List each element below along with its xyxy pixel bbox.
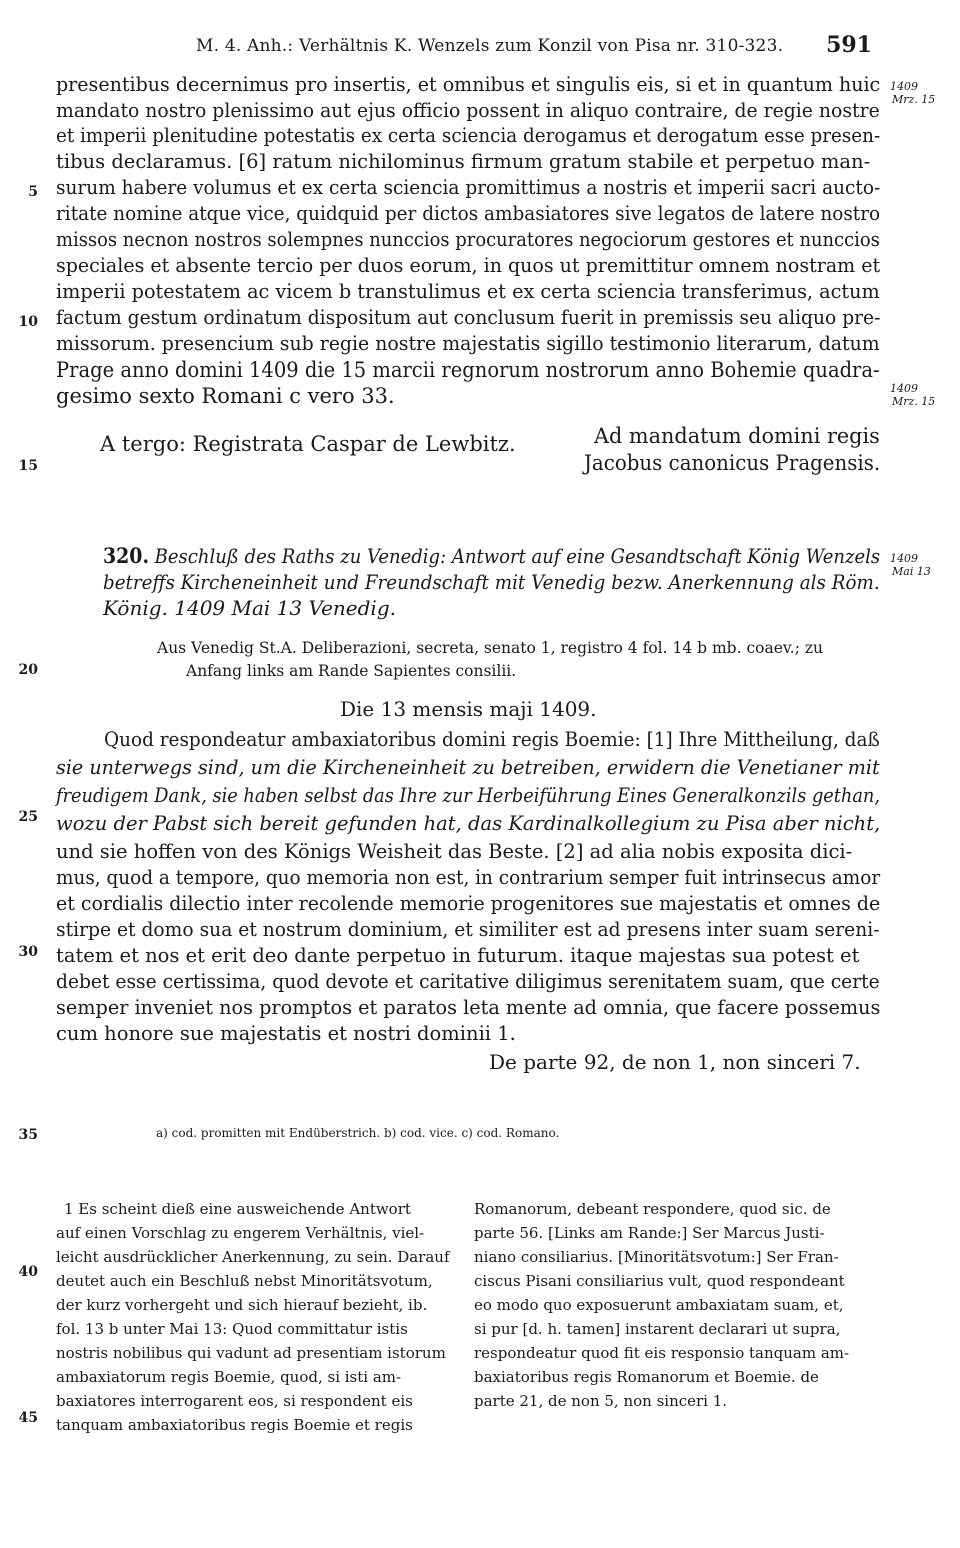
text-line: missorum. presencium sub regie nostre majestatis sigillo testimonio literarum, datum [56, 332, 880, 355]
line-number: 25 [18, 809, 38, 825]
line-number: 15 [18, 458, 38, 474]
footnote-line: parte 56. [Links am Rande:] Ser Marcus Justi- [474, 1224, 825, 1242]
date-line: Die 13 mensis maji 1409. [340, 697, 597, 721]
text-line: und sie hoffen von des Königs Weisheit das Beste. [2] ad alia nobis exposita dici- [56, 840, 853, 863]
margin-date: 1409 Mai 13 [890, 552, 931, 578]
footnote-line: auf einen Vorschlag zu engerem Verhältnis, viel- [56, 1224, 425, 1242]
text-line: ritate nomine atque vice, quidquid per dictos ambasiatores sive legatos de latere nostro [56, 202, 881, 225]
document-title: König. 1409 Mai 13 Venedig. [103, 596, 396, 620]
line-number: 5 [28, 184, 38, 200]
footnote-line: si pur [d. h. tamen] instarent declarari ut supra, [474, 1320, 841, 1338]
vote-result: De parte 92, de non 1, non sinceri 7. [489, 1050, 861, 1074]
text-line: tibus declaramus. [6] ratum nichilominus firmum gratum stabile et perpetuo man- [56, 150, 871, 173]
text-line: Prage anno domini 1409 die 15 marcii regnorum nostrorum anno Bohemie quadra- [56, 358, 880, 382]
footnote-line: respondeatur quod fit eis responsio tanquam am- [474, 1344, 850, 1362]
footnote-line: eo modo quo exposuerunt ambaxiatam suam, et, [474, 1296, 844, 1314]
footnote-line: parte 21, de non 5, non sinceri 1. [474, 1392, 728, 1410]
document-heading [103, 544, 880, 569]
tergo-note: A tergo: Registrata Caspar de Lewbitz. [100, 432, 516, 456]
document-number: 320. [103, 543, 150, 568]
footnote-line: ciscus Pisani consiliarius vult, quod respondeant [474, 1272, 845, 1290]
footnote-line: leicht ausdrücklicher Anerkennung, zu sein. Darauf [56, 1248, 450, 1266]
line-number: 45 [18, 1410, 38, 1426]
line-number: 35 [18, 1127, 38, 1143]
critical-notes: a) cod. promitten mit Endüberstrich. b) cod. vice. c) cod. Romano. [156, 1126, 560, 1140]
footnote-line: deutet auch ein Beschluß nebst Minoritätsvotum, [56, 1272, 433, 1290]
source-note: Anfang links am Rande Sapientes consilii. [186, 662, 517, 680]
footnote-line: niano consiliarius. [Minoritätsvotum:] Ser Fran- [474, 1248, 839, 1266]
text-line: stirpe et domo sua et nostrum dominium, et similiter est ad presens inter suam sereni- [56, 918, 880, 941]
text-line: mus, quod a tempore, quo memoria non est, in contrarium semper fuit intrinsecus amor [56, 866, 881, 889]
text-line: gesimo sexto Romani c vero 33. [56, 384, 395, 408]
text-line: et cordialis dilectio inter recolende memorie progenitores sue majestatis et omnes de [56, 892, 881, 915]
text-line: imperii potestatem ac vicem b transtulimus et ex certa sciencia transferimus, actum [56, 280, 880, 303]
text-line: missos necnon nostros solempnes nunccios procuratores negociorum gestores et nunccios [56, 228, 880, 251]
line-number: 30 [18, 944, 38, 960]
footnote-line: fol. 13 b unter Mai 13: Quod committatur istis [56, 1320, 408, 1338]
text-line: speciales et absente tercio per duos eorum, in quos ut premittitur omnem nostram et [56, 254, 881, 277]
text-line: surum habere volumus et ex certa sciencia promittimus a nostris et imperii sacri aucto- [56, 176, 881, 199]
footnote-line: Romanorum, debeant respondere, quod sic. de [474, 1200, 831, 1218]
text-line: cum honore sue majestatis et nostri dominii 1. [56, 1022, 516, 1045]
line-number: 10 [18, 314, 38, 330]
text-line: wozu der Pabst sich bereit gefunden hat, das Kardinalkollegium zu Pisa aber nicht, [56, 812, 881, 835]
footnote-line: der kurz vorhergeht und sich hierauf bezieht, ib. [56, 1296, 428, 1314]
footnote-line: baxiatoribus regis Romanorum et Boemie. de [474, 1368, 819, 1386]
footnote-line: tanquam ambaxiatoribus regis Boemie et regis [56, 1416, 413, 1434]
document-title: betreffs Kircheneinheit und Freundschaft mit Venedig bezw. Anerkennung als Röm. [103, 570, 880, 594]
page-number: 591 [826, 32, 872, 58]
text-line: presentibus decernimus pro insertis, et omnibus et singulis eis, si et in quantum huic [56, 73, 881, 96]
margin-date: 1409 Mrz. 15 [890, 382, 936, 408]
mandatum-signer: Jacobus canonicus Pragensis. [584, 451, 881, 475]
footnote-line: baxiatores interrogarent eos, si respondent eis [56, 1392, 413, 1410]
text-line: mandato nostro plenissimo aut ejus officio possent in aliquo contraire, de regie nostre [56, 99, 880, 122]
footnote-line: ambaxiatorum regis Boemie, quod, si isti am- [56, 1368, 402, 1386]
text-line: debet esse certissima, quod devote et caritative diligimus serenitatem suam, que certe [56, 970, 880, 993]
mandatum-line: Ad mandatum domini regis [594, 424, 880, 448]
text-line: semper inveniet nos promptos et paratos leta mente ad omnia, que facere possemus [56, 996, 881, 1019]
source-note: Aus Venedig St.A. Deliberazioni, secreta, senato 1, registro 4 fol. 14 b mb. coaev.; zu [157, 639, 824, 657]
text-line: et imperii plenitudine potestatis ex certa sciencia derogamus et derogatum esse presen- [56, 124, 881, 147]
text-line: factum gestum ordinatum dispositum aut conclusum fuerit in premissis seu aliquo pre- [56, 306, 881, 329]
text-line: sie unterwegs sind, um die Kircheneinheit zu betreiben, erwidern die Venetianer mit [56, 756, 880, 779]
text-line: tatem et nos et erit deo dante perpetuo in futurum. itaque majestas sua potest et [56, 944, 860, 967]
text-line: freudigem Dank, sie haben selbst das Ihre zur Herbeiführung Eines Generalkonzils gethan, [56, 784, 880, 807]
line-number: 20 [18, 662, 38, 678]
margin-date: 1409 Mrz. 15 [890, 80, 936, 106]
page-header [196, 32, 872, 58]
line-number: 40 [18, 1264, 38, 1280]
footnote-line: nostris nobilibus qui vadunt ad presentiam istorum [56, 1344, 446, 1362]
running-head: M. 4. Anh.: Verhältnis K. Wenzels zum Konzil von Pisa nr. 310-323. [196, 36, 784, 56]
footnote-line: 1 Es scheint dieß eine ausweichende Antwort [64, 1200, 411, 1218]
document-title: Beschluß des Raths zu Venedig: Antwort auf eine Gesandtschaft König Wenzels [154, 544, 881, 568]
text-line: Quod respondeatur ambaxiatoribus domini regis Boemie: [1] Ihre Mittheilung, daß [104, 728, 880, 751]
